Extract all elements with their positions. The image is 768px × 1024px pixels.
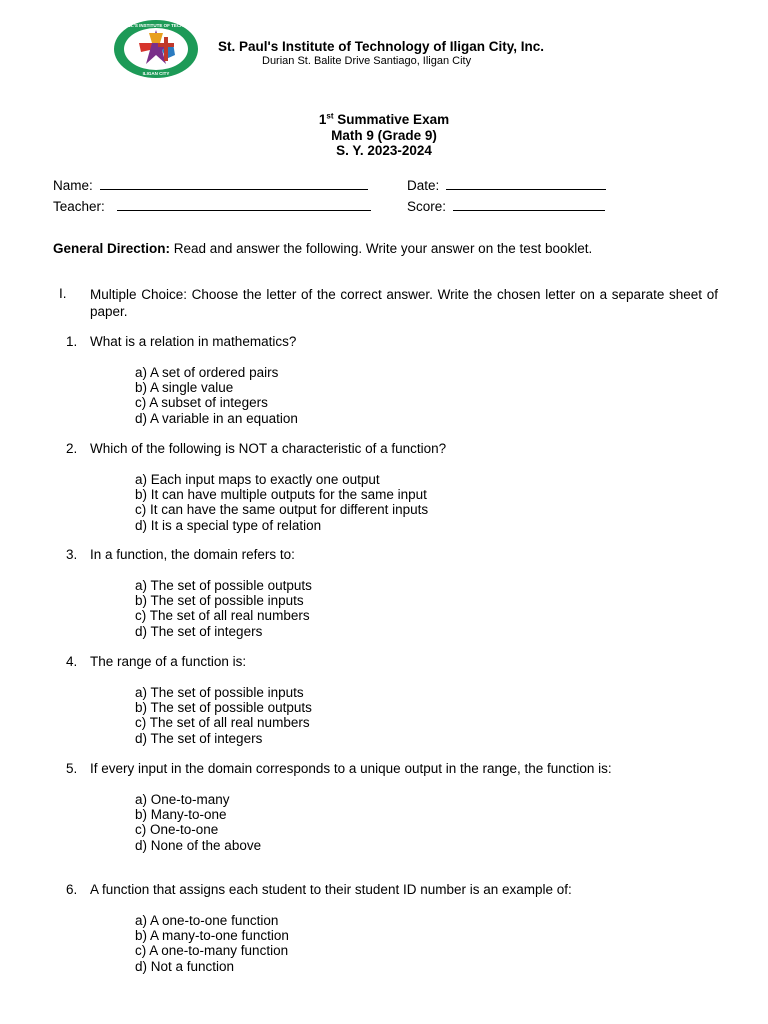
name-label: Name: xyxy=(53,178,93,193)
choice-d: d) A variable in an equation xyxy=(135,410,298,426)
title-ordinal-suffix: st xyxy=(326,111,334,121)
choice-c: c) A subset of integers xyxy=(135,395,268,411)
choice-b: b) It can have multiple outputs for the same input xyxy=(135,486,427,502)
choice-list xyxy=(135,792,726,854)
question-3 xyxy=(66,547,726,639)
choice-b: b) A single value xyxy=(135,379,234,395)
school-name: St. Paul's Institute of Technology of Iligan City, Inc. xyxy=(218,39,544,54)
title-ordinal: 1 xyxy=(318,112,327,127)
choice-a: a) The set of possible inputs xyxy=(135,684,304,700)
question-number: 4. xyxy=(66,654,78,669)
choice-d: d) The set of integers xyxy=(135,623,263,639)
direction-label: General Direction: xyxy=(53,241,171,256)
teacher-field[interactable] xyxy=(53,198,371,214)
exam-title xyxy=(0,112,768,128)
title-text: Summative Exam xyxy=(333,112,450,127)
choice-b: b) A many-to-one function xyxy=(135,927,289,943)
choice-d: d) Not a function xyxy=(135,958,235,974)
choice-a: a) A set of ordered pairs xyxy=(135,364,279,380)
choice-a: a) A one-to-one function xyxy=(135,912,279,928)
choice-list xyxy=(135,472,726,534)
choice-list xyxy=(135,578,726,640)
question-stem: Which of the following is NOT a characteristic of a function? xyxy=(90,441,447,456)
question-stem: In a function, the domain refers to: xyxy=(90,547,295,562)
question-2 xyxy=(66,441,726,533)
name-field[interactable] xyxy=(53,177,368,193)
teacher-blank[interactable] xyxy=(117,198,371,211)
question-stem: The range of a function is: xyxy=(90,654,247,669)
teacher-label: Teacher: xyxy=(53,199,105,214)
choice-c: c) One-to-one xyxy=(135,822,219,838)
question-5 xyxy=(66,761,726,853)
question-1 xyxy=(66,334,726,426)
choice-list xyxy=(135,365,726,427)
choice-a: a) One-to-many xyxy=(135,791,230,807)
svg-text:ILIGAN CITY: ILIGAN CITY xyxy=(142,71,170,76)
score-label: Score: xyxy=(407,199,447,214)
question-stem: A function that assigns each student to their student ID number is an example of: xyxy=(90,882,572,897)
choice-b: b) The set of possible outputs xyxy=(135,699,312,715)
score-blank[interactable] xyxy=(453,198,605,211)
choice-d: d) The set of integers xyxy=(135,730,263,746)
choice-list xyxy=(135,913,726,975)
question-stem: What is a relation in mathematics? xyxy=(90,334,297,349)
choice-c: c) The set of all real numbers xyxy=(135,608,310,624)
date-label: Date: xyxy=(407,178,440,193)
question-number: 1. xyxy=(66,334,78,349)
question-4 xyxy=(66,654,726,746)
choice-c: c) The set of all real numbers xyxy=(135,715,310,731)
part-instruction: Multiple Choice: Choose the letter of the correct answer. Write the chosen letter on a separate sheet of paper. xyxy=(90,287,718,319)
choice-c: c) It can have the same output for different inputs xyxy=(135,502,429,518)
question-number: 6. xyxy=(66,882,78,897)
choice-b: b) Many-to-one xyxy=(135,806,227,822)
school-year: S. Y. 2023-2024 xyxy=(336,143,432,158)
exam-title-block xyxy=(0,112,768,159)
part-numeral: I. xyxy=(59,286,67,301)
question-number: 2. xyxy=(66,441,78,456)
name-blank[interactable] xyxy=(100,177,368,190)
choice-d: d) It is a special type of relation xyxy=(135,517,322,533)
question-number: 3. xyxy=(66,547,78,562)
school-address: Durian St. Balite Drive Santiago, Iligan City xyxy=(262,55,472,67)
choice-b: b) The set of possible inputs xyxy=(135,592,304,608)
question-stem: If every input in the domain corresponds to a unique output in the range, the function is: xyxy=(90,761,612,776)
svg-text:PAUL'S INSTITUTE OF TECHNO: PAUL'S INSTITUTE OF TECHNO xyxy=(121,23,191,28)
direction-text: Read and answer the following. Write your answer on the test booklet. xyxy=(170,241,593,256)
school-logo xyxy=(113,19,199,79)
choice-a: a) Each input maps to exactly one output xyxy=(135,471,380,487)
choice-a: a) The set of possible outputs xyxy=(135,577,312,593)
choice-list xyxy=(135,685,726,747)
date-blank[interactable] xyxy=(446,177,606,190)
choice-c: c) A one-to-many function xyxy=(135,943,289,959)
exam-subject: Math 9 (Grade 9) xyxy=(331,127,437,143)
choice-d: d) None of the above xyxy=(135,837,262,853)
score-field[interactable] xyxy=(407,198,605,214)
general-direction xyxy=(53,241,592,256)
question-6 xyxy=(66,882,726,974)
date-field[interactable] xyxy=(407,177,606,193)
question-number: 5. xyxy=(66,761,78,776)
